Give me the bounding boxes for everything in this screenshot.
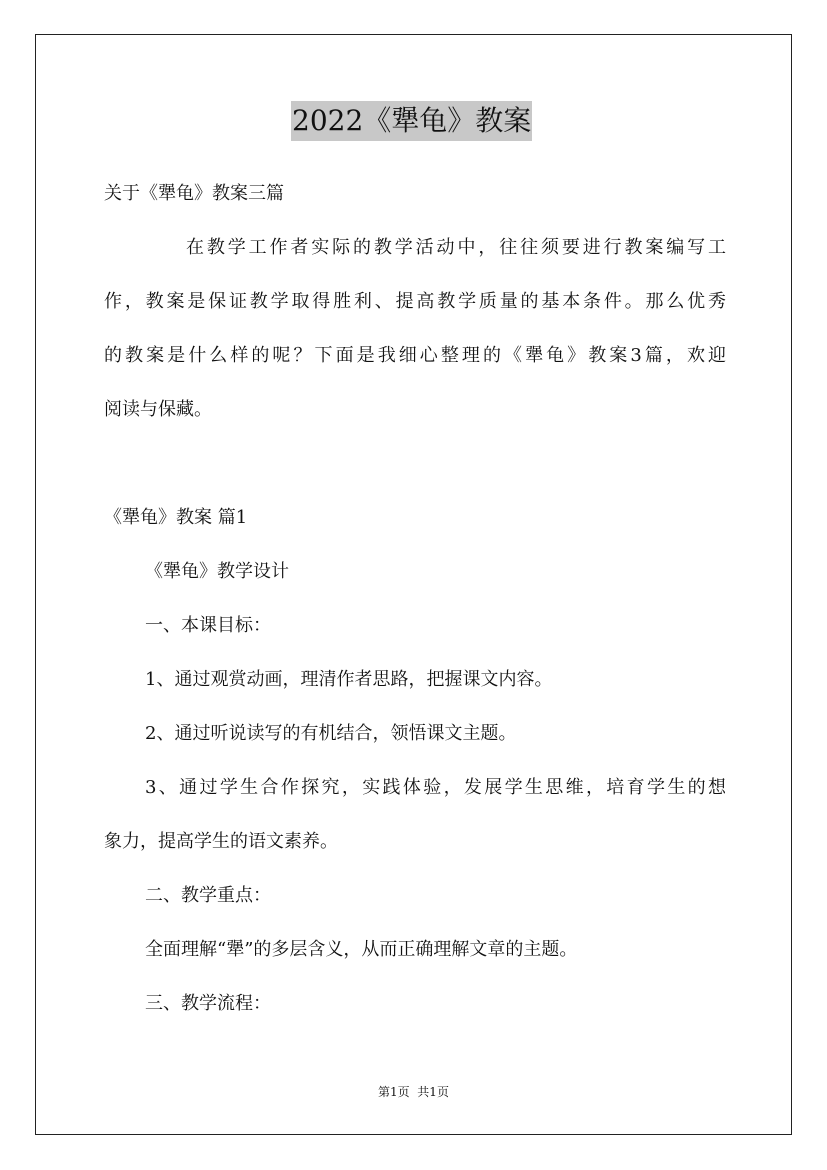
intro-line-4: 阅读与保藏。 [104,399,212,420]
goal-item-2: 2、通过听说读写的有机结合，领悟课文主题。 [145,723,517,744]
design-title: 《犟龟》教学设计 [145,561,289,582]
goal-item-3-line-1: 3、通过学生合作探究，实践体验，发展学生思维，培育学生的想 [145,777,726,798]
section-heading: 《犟龟》教案 篇1 [104,507,248,528]
document-subtitle: 关于《犟龟》教案三篇 [104,183,284,204]
key-points-text: 全面理解“犟”的多层含义，从而正确理解文章的主题。 [145,939,578,960]
goal-item-3-line-2: 象力，提高学生的语文素养。 [104,831,338,852]
intro-line-1: 在教学工作者实际的教学活动中，往往须要进行教案编写工 [186,237,726,258]
goal-item-1: 1、通过观赏动画，理清作者思路，把握课文内容。 [145,669,553,690]
intro-line-3: 的教案是什么样的呢？下面是我细心整理的《犟龟》教案3篇，欢迎 [104,345,726,366]
goals-heading: 一、本课目标： [145,615,271,636]
intro-line-2: 作，教案是保证教学取得胜利、提高教学质量的基本条件。那么优秀 [104,291,726,312]
process-heading: 三、教学流程： [145,993,271,1014]
document-title: 2022《犟龟》教案 [291,101,532,141]
key-points-heading: 二、教学重点： [145,885,271,906]
page-footer: 第1页 共1页 [378,1085,449,1099]
